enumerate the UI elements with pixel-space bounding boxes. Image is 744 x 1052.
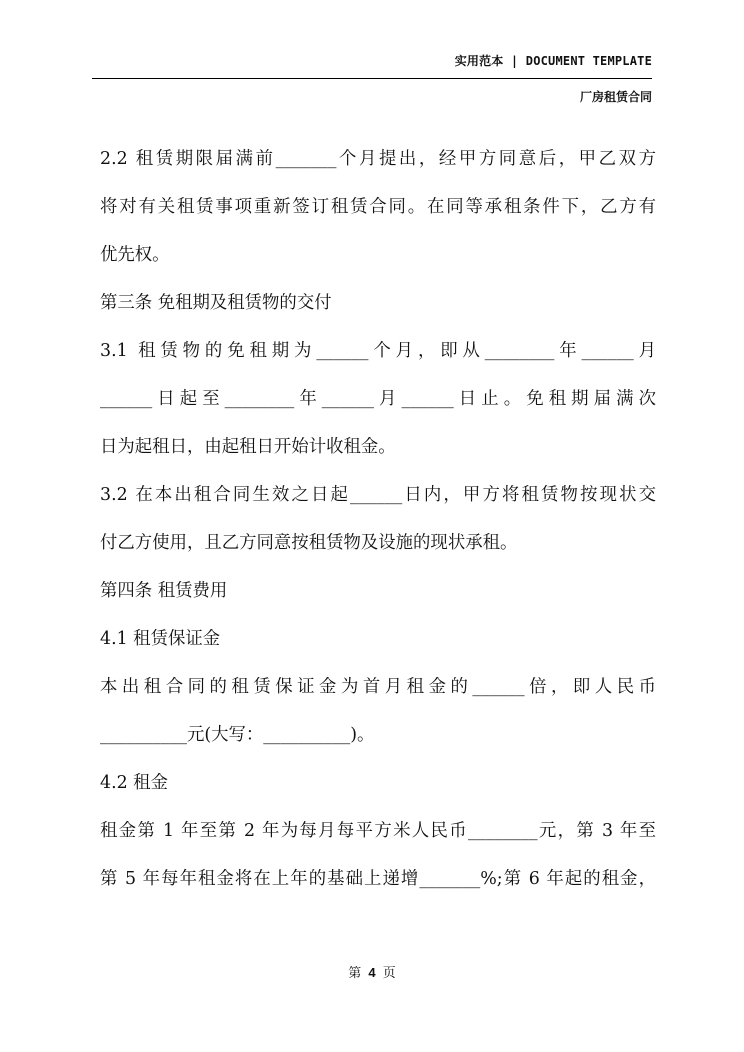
clause-4-2-heading: 4.2 租金 xyxy=(100,773,168,793)
page-footer xyxy=(0,962,744,981)
clause-3-1-line-3: 日为起租日，由起租日开始计收租金。 xyxy=(100,437,396,457)
article-3-heading: 第三条 免租期及租赁物的交付 xyxy=(100,293,332,313)
header-title: 实用范本 | DOCUMENT TEMPLATE xyxy=(454,54,652,68)
clause-3-2-line-1: 3.2 在本出租合同生效之日起______日内，甲方将租赁物按现状交 xyxy=(100,485,656,505)
document-body xyxy=(100,135,656,903)
clause-4-1-line-1: 本出租合同的租赁保证金为首月租金的______倍，即人民币 xyxy=(100,677,656,697)
document-name: 厂房租赁合同 xyxy=(579,90,652,104)
clause-4-2-line-2: 第 5 年每年租金将在上年的基础上递增_______%;第 6 年起的租金， xyxy=(100,869,656,889)
clause-3-2-line-2: 付乙方使用，且乙方同意按租赁物及设施的现状承租。 xyxy=(100,533,518,553)
clause-2-2-line-3: 优先权。 xyxy=(100,245,170,265)
clause-3-1-line-2: ______日起至________年______月______日止。免租期届满次 xyxy=(100,389,656,409)
clause-4-1-line-2: __________元(大写：__________)。 xyxy=(100,725,375,745)
clause-4-2-line-1: 租金第 1 年至第 2 年为每月每平方米人民币________元，第 3 年至 xyxy=(100,821,656,841)
clause-2-2-line-2: 将对有关租赁事项重新签订租赁合同。在同等承租条件下，乙方有 xyxy=(100,197,656,217)
page-number: 4 xyxy=(368,965,376,980)
clause-2-2-line-1: 2.2 租赁期限届满前_______个月提出，经甲方同意后，甲乙双方 xyxy=(100,149,656,169)
clause-4-1-heading: 4.1 租赁保证金 xyxy=(100,629,221,649)
clause-3-1-line-1: 3.1 租赁物的免租期为______个月，即从________年______月 xyxy=(100,341,656,361)
header-divider xyxy=(92,78,652,79)
article-4-heading: 第四条 租赁费用 xyxy=(100,581,228,601)
page-suffix: 页 xyxy=(382,966,396,981)
page-prefix: 第 xyxy=(348,966,362,981)
